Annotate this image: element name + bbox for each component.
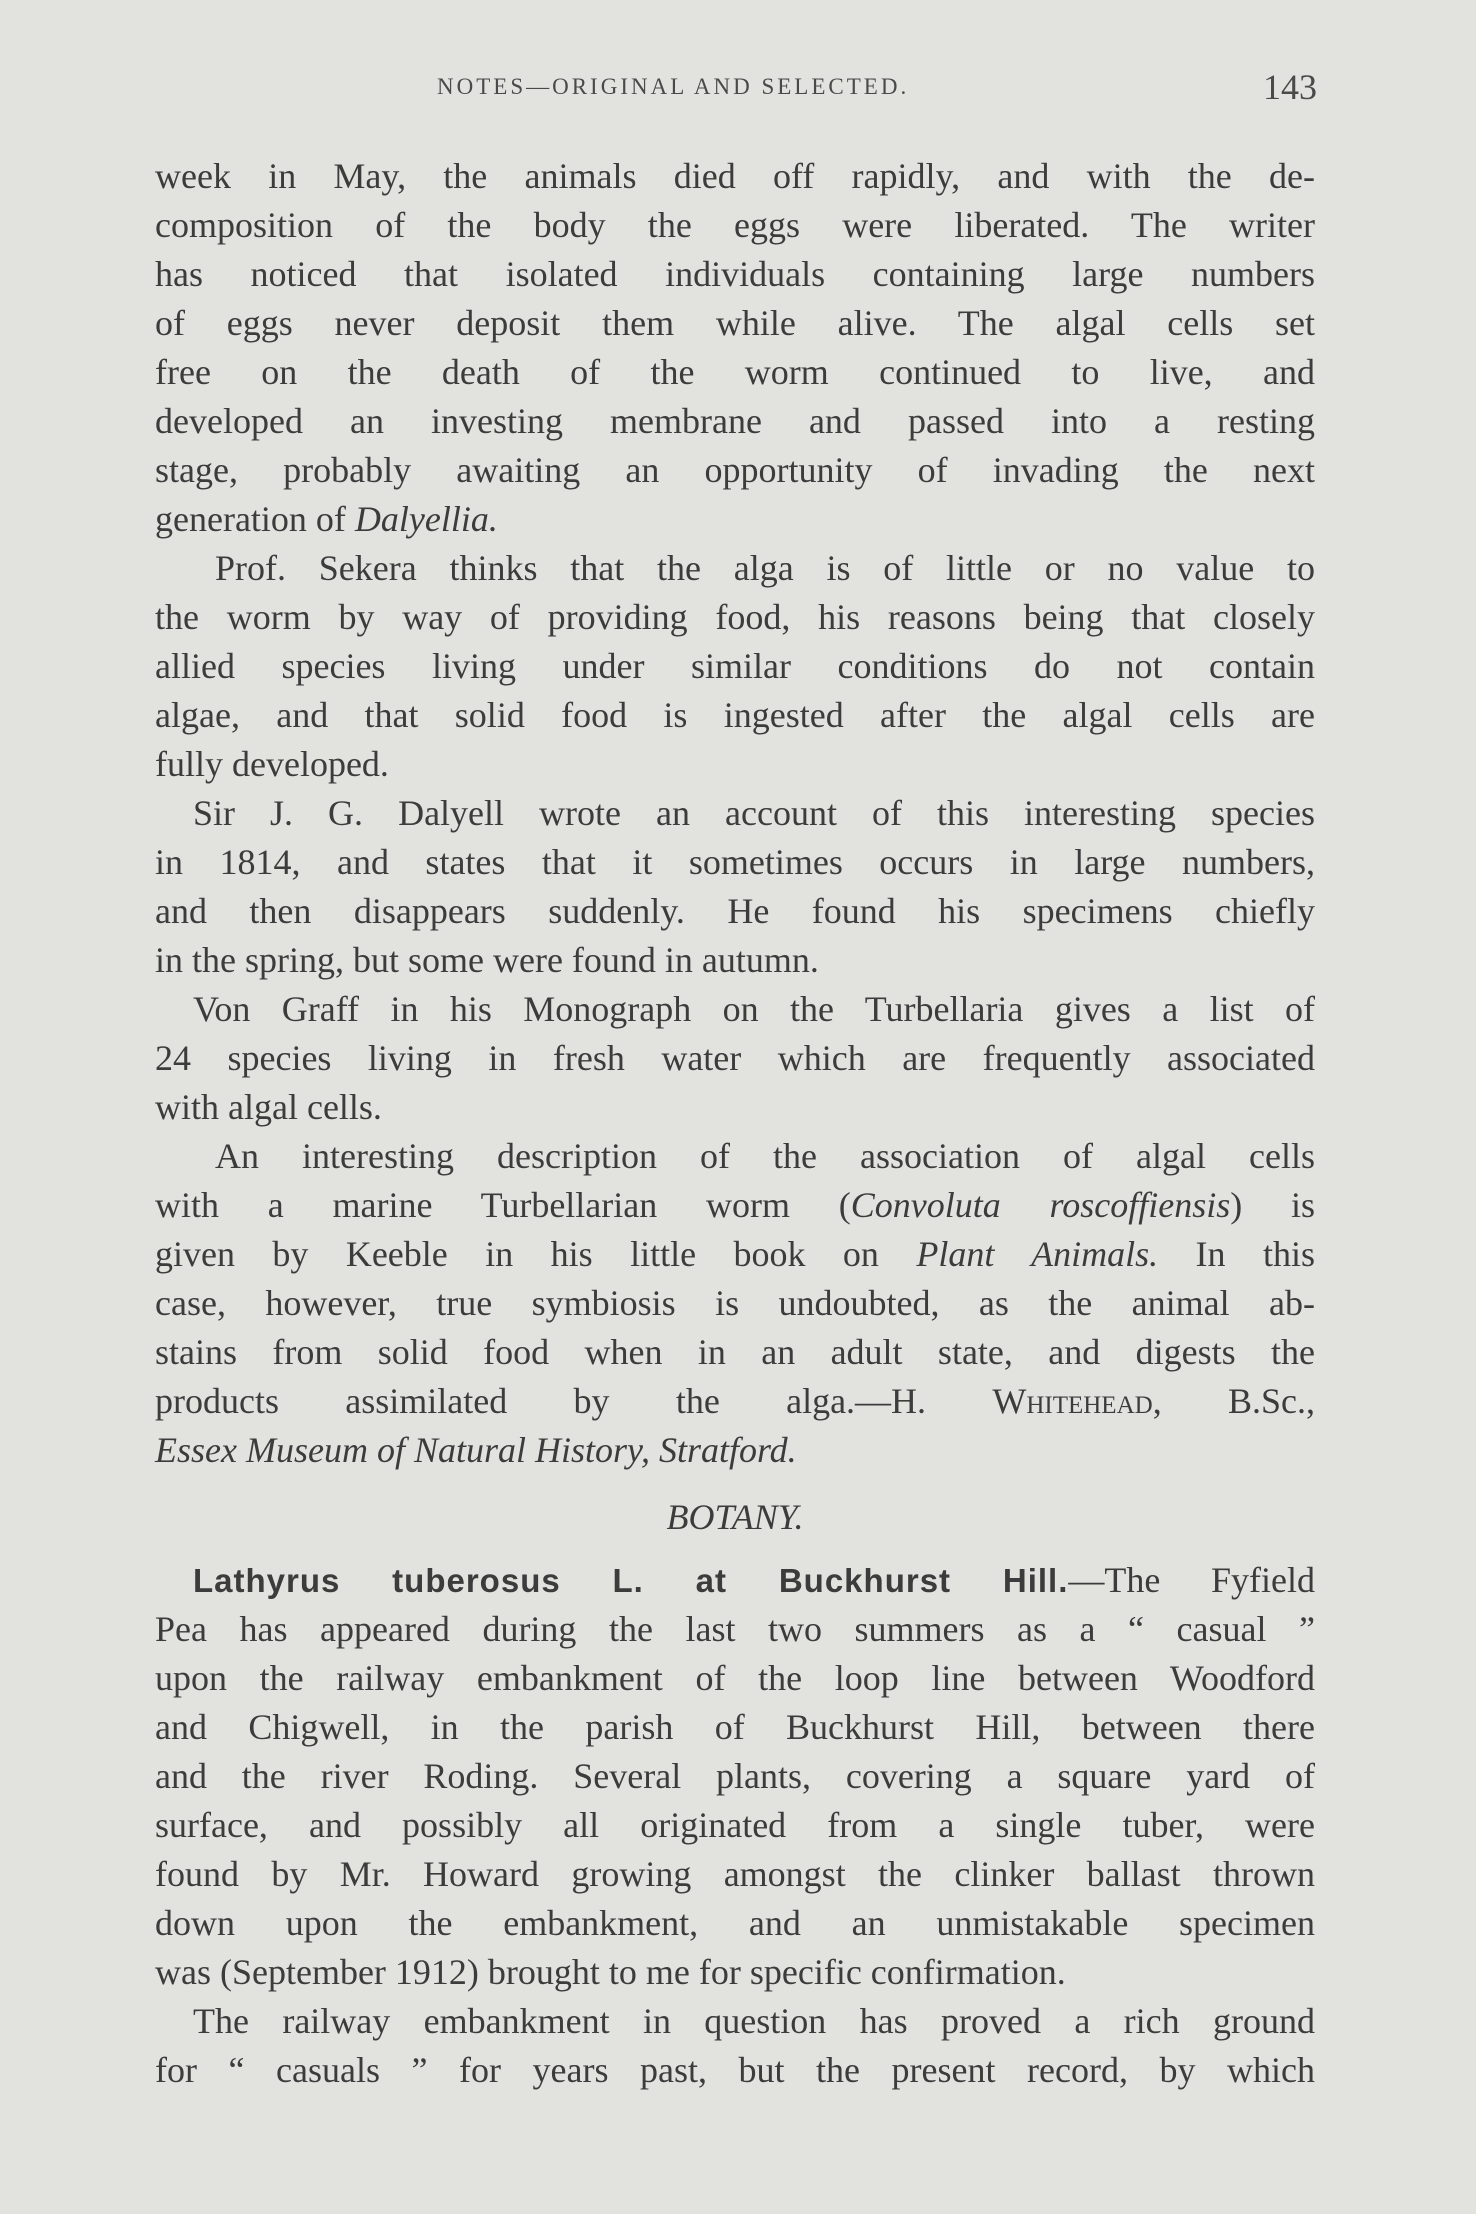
text-line — [155, 1377, 1315, 1426]
text-line: of eggs never deposit them while alive. The algal cells set — [155, 303, 1315, 343]
text-line: free on the death of the worm continued to live, and — [155, 352, 1315, 392]
text-line: Pea has appeared during the last two summers as a “ casual ” — [155, 1609, 1315, 1649]
paragraph — [155, 1556, 1315, 1997]
paragraph — [155, 789, 1315, 985]
note-title: Lathyrus tuberosus L. at Buckhurst Hill. — [193, 1562, 1069, 1599]
text-line: stains from solid food when in an adult state, and digests the — [155, 1332, 1315, 1372]
text-line — [155, 1230, 1315, 1279]
author-name: Whitehead — [992, 1381, 1153, 1421]
running-head: NOTES—ORIGINAL AND SELECTED. — [437, 74, 910, 99]
paragraph — [155, 1997, 1315, 2095]
text-line — [155, 495, 1315, 544]
text-line: and the river Roding. Several plants, covering a square yard of — [155, 1756, 1315, 1796]
text-run: generation of — [155, 499, 355, 539]
text-line: composition of the body the eggs were liberated. The writer — [155, 205, 1315, 245]
paragraph — [155, 985, 1315, 1132]
text-line: Prof. Sekera thinks that the alga is of little or no value to — [215, 548, 1315, 588]
text-run: products assimilated by the alga.—H. — [155, 1381, 993, 1421]
affiliation: Essex Museum of Natural History, Stratford. — [155, 1430, 797, 1470]
text-line: An interesting description of the association of algal cells — [215, 1136, 1315, 1176]
text-line: in 1814, and states that it sometimes occurs in large numbers, — [155, 842, 1315, 882]
text-line: stage, probably awaiting an opportunity of invading the next — [155, 450, 1315, 490]
text-line: The railway embankment in question has proved a rich ground — [193, 2001, 1315, 2041]
text-line: and then disappears suddenly. He found his specimens chiefly — [155, 891, 1315, 931]
text-run: with a marine Turbellarian worm ( — [155, 1185, 851, 1225]
text-line: found by Mr. Howard growing amongst the clinker ballast thrown — [155, 1854, 1315, 1894]
text-line: for “ casuals ” for years past, but the present record, by which — [155, 2050, 1315, 2090]
page-body — [155, 152, 1315, 2095]
text-line: with algal cells. — [155, 1087, 382, 1127]
text-run: In this — [1158, 1234, 1315, 1274]
section-heading — [155, 1493, 1315, 1542]
page-number: 143 — [1263, 67, 1317, 107]
section-heading-text: BOTANY. — [666, 1497, 804, 1537]
text-line: surface, and possibly all originated from a single tuber, were — [155, 1805, 1315, 1845]
text-line: was (September 1912) brought to me for specific confirmation. — [155, 1952, 1066, 1992]
text-line: Sir J. G. Dalyell wrote an account of this interesting species — [193, 793, 1315, 833]
text-line: case, however, true symbiosis is undoubted, as the animal ab- — [155, 1283, 1315, 1323]
page-header — [157, 66, 1317, 116]
species-name: Convoluta roscoffiensis — [850, 1185, 1231, 1225]
text-line — [155, 1426, 1315, 1475]
text-line: down upon the embankment, and an unmistakable specimen — [155, 1903, 1315, 1943]
paragraph — [155, 152, 1315, 544]
text-line: fully developed. — [155, 744, 389, 784]
text-run: —The Fyfield — [1068, 1560, 1315, 1600]
text-line: has noticed that isolated individuals containing large numbers — [155, 254, 1315, 294]
book-title: Plant Animals. — [916, 1234, 1159, 1274]
genus-name: Dalyellia. — [354, 499, 498, 539]
text-line: the worm by way of providing food, his reasons being that closely — [155, 597, 1315, 637]
text-line: 24 species living in fresh water which are frequently associated — [155, 1038, 1315, 1078]
text-line — [155, 1556, 1315, 1605]
text-line — [155, 1181, 1315, 1230]
text-run: ) is — [1230, 1185, 1315, 1225]
text-line: upon the railway embankment of the loop line between Woodford — [155, 1658, 1315, 1698]
paragraph — [155, 544, 1315, 789]
text-line: in the spring, but some were found in autumn. — [155, 940, 819, 980]
text-line: developed an investing membrane and passed into a resting — [155, 401, 1315, 441]
text-line: allied species living under similar conditions do not contain — [155, 646, 1315, 686]
text-line: week in May, the animals died off rapidly, and with the de- — [155, 156, 1315, 196]
text-line: Von Graff in his Monograph on the Turbellaria gives a list of — [193, 989, 1315, 1029]
paragraph — [155, 1132, 1315, 1475]
text-run: , B.Sc., — [1152, 1381, 1315, 1421]
text-run: given by Keeble in his little book on — [155, 1234, 917, 1274]
text-line: algae, and that solid food is ingested after the algal cells are — [155, 695, 1315, 735]
text-line: and Chigwell, in the parish of Buckhurst Hill, between there — [155, 1707, 1315, 1747]
